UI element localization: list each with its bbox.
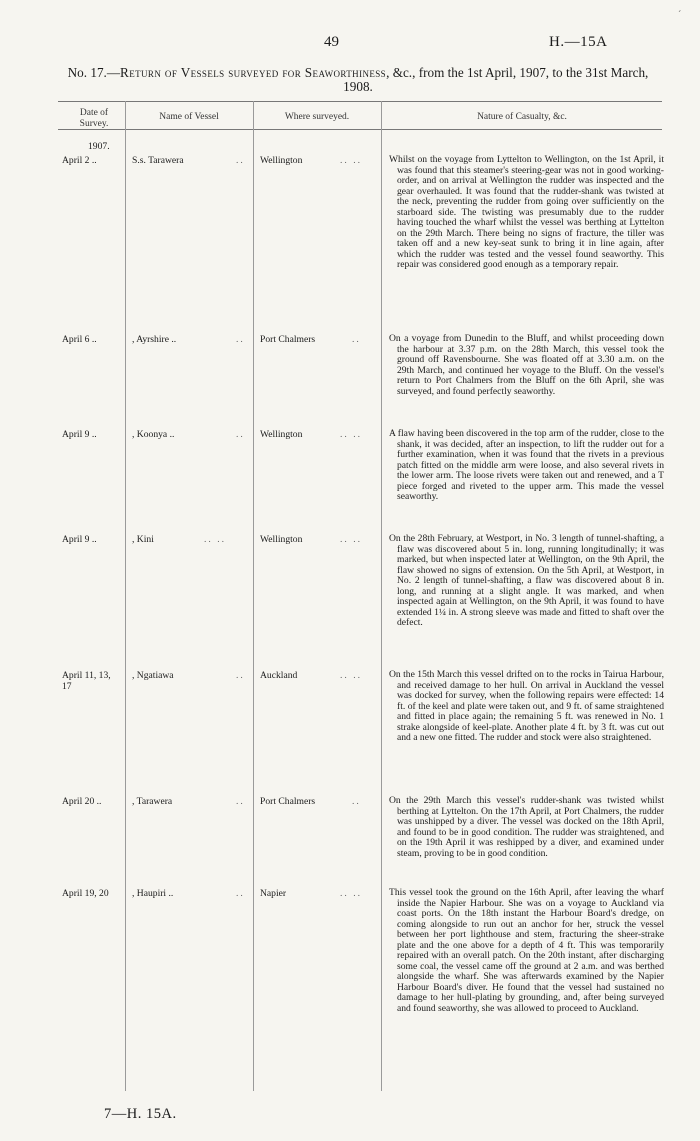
row-nature: On a voyage from Dunedin to the Bluff, and whilst proceeding down the harbour at 3.37 p.m. on the 28th March, this vessel took the ground off Ravensbourne. She was floated off at 3.30 a.m. on the 29th March, and continued her voyage to the Bluff. On the vessel's return to Port Chalmers from the Bluff on the 6th April, she was surveyed, and found perfectly seaworthy.: [389, 333, 664, 397]
row-vessel: , Koonya ..: [132, 429, 175, 440]
header-top-rule: [58, 101, 662, 102]
row-nature: This vessel took the ground on the 16th April, after leaving the wharf inside the Napier Harbour. She was on a voyage to Auckland via coast ports. On the 18th instant the Harbour Board's dredge, on coming alongside to run out an anchor for her, struck the vessel between her port lighthouse and stem, fracturing the sheer-strake plate and the one above for a depth of 4 ft. This was temporarily repaired with an overall patch. On the 20th instant, after discharging some coal, the vessel came off the ground at 2 a.m. and was berthed alongside the wharf. She was afterwards examined by the Napier Harbour Board's diver. He found that the vessel had sustained no damage to her hull-plating by grounding, and, after being surveyed and found seaworthy, she was allowed to proceed to Auckland.: [389, 887, 664, 1015]
vessel-leader-dots: ..: [236, 334, 245, 345]
where-leader-dots: ..: [352, 796, 361, 807]
row-nature: On the 29th March this vessel's rudder-shank was twisted whilst berthing at Lyttelton. On the 17th April, at Port Chalmers, the rudder was unshipped by a diver. The vessel was docked on the 18th April, and found to be in good condition. The rudder was straightened, and on the 19th April it was reshipped by a diver, and examined under steam, proving to be in good condition.: [389, 795, 664, 859]
where-leader-dots: .. ..: [340, 888, 362, 899]
row-date: April 19, 20: [62, 888, 109, 899]
where-leader-dots: .. ..: [340, 155, 362, 166]
column-header-date: Date of Survey.: [79, 108, 109, 129]
row-where: Wellington: [260, 429, 303, 440]
row-vessel: , Ayrshire ..: [132, 334, 177, 345]
table-title-main: Return of Vessels surveyed for Seaworthiness: [120, 65, 387, 80]
table-title-prefix: No. 17.—: [67, 65, 121, 80]
row-where: Port Chalmers: [260, 334, 316, 345]
where-leader-dots: .. ..: [340, 534, 362, 545]
vessel-leader-dots: ..: [236, 670, 245, 681]
column-header-nature: Nature of Casualty, &c.: [477, 112, 567, 122]
column-header-vessel: Name of Vessel: [159, 112, 219, 122]
row-nature: On the 28th February, at Westport, in No. 3 length of tunnel-shafting, a flaw was discovered about 5 in. long, running longitudinally; it was marked, but when inspected later at Wellington, on the 9th April, the flaw showed no signs of extension. On the 5th April, at Westport, in No. 2 length of tunnel-shafting, a flaw was discovered about 8 in. long, and running at a slight angle. It was marked, and when inspected again at Wellington, on the 9th April, it was found to have extended 1¼ in. A strong sleeve was made and fitted to shaft over the defect.: [389, 533, 664, 629]
table-title: [58, 66, 658, 94]
column-divider-2: [253, 101, 254, 1091]
where-leader-dots: .. ..: [340, 670, 362, 681]
row-vessel: , Haupiri ..: [132, 888, 174, 899]
row-vessel: , Tarawera: [132, 796, 173, 807]
row-where: Napier: [260, 888, 287, 899]
row-nature: A flaw having been discovered in the top arm of the rudder, close to the shank, it was decided, after an inspection, to lift the rudder out for a further examination, when it was found that the rivets in a previous patch fitted on the middle arm were loose, and also several rivets in the lower arm. The loose rivets were taken out and renewed, and a T piece forged and riveted to the upper arm. This made the vessel seaworthy.: [389, 428, 664, 503]
vessel-leader-dots: ..: [236, 429, 245, 440]
row-date: April 9 ..: [62, 534, 97, 545]
header-bottom-rule: [58, 129, 662, 130]
footer-reference: 7—H. 15A.: [104, 1106, 177, 1122]
page-number: 49: [324, 34, 339, 50]
row-where: Wellington: [260, 155, 303, 166]
row-vessel: , Ngatiawa: [132, 670, 174, 681]
row-vessel: , Kini: [132, 534, 154, 545]
vessel-leader-dots: .. ..: [204, 534, 226, 545]
where-leader-dots: .. ..: [340, 429, 362, 440]
where-leader-dots: ..: [352, 334, 361, 345]
column-header-where: Where surveyed.: [284, 112, 350, 122]
vessel-leader-dots: ..: [236, 796, 245, 807]
row-where: Wellington: [260, 534, 303, 545]
table-title-rest: , &c., from the 1st April, 1907, to the 31st March, 1908.: [343, 65, 649, 94]
year-label: 1907.: [88, 141, 110, 152]
row-date: April 20 ..: [62, 796, 102, 807]
column-divider-1: [125, 101, 126, 1091]
row-nature: Whilst on the voyage from Lyttelton to Wellington, on the 1st April, it was found that this steamer's steering-gear was not in good working-order, and on arrival at Wellington the rudder was inspected and the gear overhauled. It was found that the rudder-shank was twisted at the neck, preventing the rudder from going over sufficiently on the starboard side. The twisting was presumably due to the rudder having touched the wharf whilst the vessel was berthing at Lyttelton on the 29th March. There being no signs of fracture, the tiller was taken off and a new key-seat sunk to bring it in line again, after which the rudder was tested and the vessel found seaworthy. This repair was considered good enough as a temporary repair.: [389, 154, 664, 271]
row-date: April 6 ..: [62, 334, 97, 345]
row-where: Auckland: [260, 670, 298, 681]
row-where: Port Chalmers: [260, 796, 316, 807]
corner-tick-mark: ´: [678, 10, 682, 21]
row-date: April 11, 13, 17: [62, 670, 111, 692]
vessel-leader-dots: ..: [236, 155, 245, 166]
row-date: April 2 ..: [62, 155, 97, 166]
row-date: April 9 ..: [62, 429, 97, 440]
row-nature: On the 15th March this vessel drifted on to the rocks in Tairua Harbour, and received damage to her hull. On arrival in Auckland the vessel was docked for survey, when the following repairs were effected: 14 ft. of the keel and plate were taken out, and 9 ft. of same straightened and fitted in place again; the remaining 5 ft. was renewed in No. 1 strake alongside of keel-plate. Another plate 4 ft. by 3 ft. was cut out and a new one fitted. The rudder and stock were also straightened.: [389, 669, 664, 744]
series-reference: H.—15A: [549, 34, 608, 50]
row-vessel: S.s. Tarawera: [132, 155, 184, 166]
column-divider-3: [381, 101, 382, 1091]
vessel-leader-dots: ..: [236, 888, 245, 899]
